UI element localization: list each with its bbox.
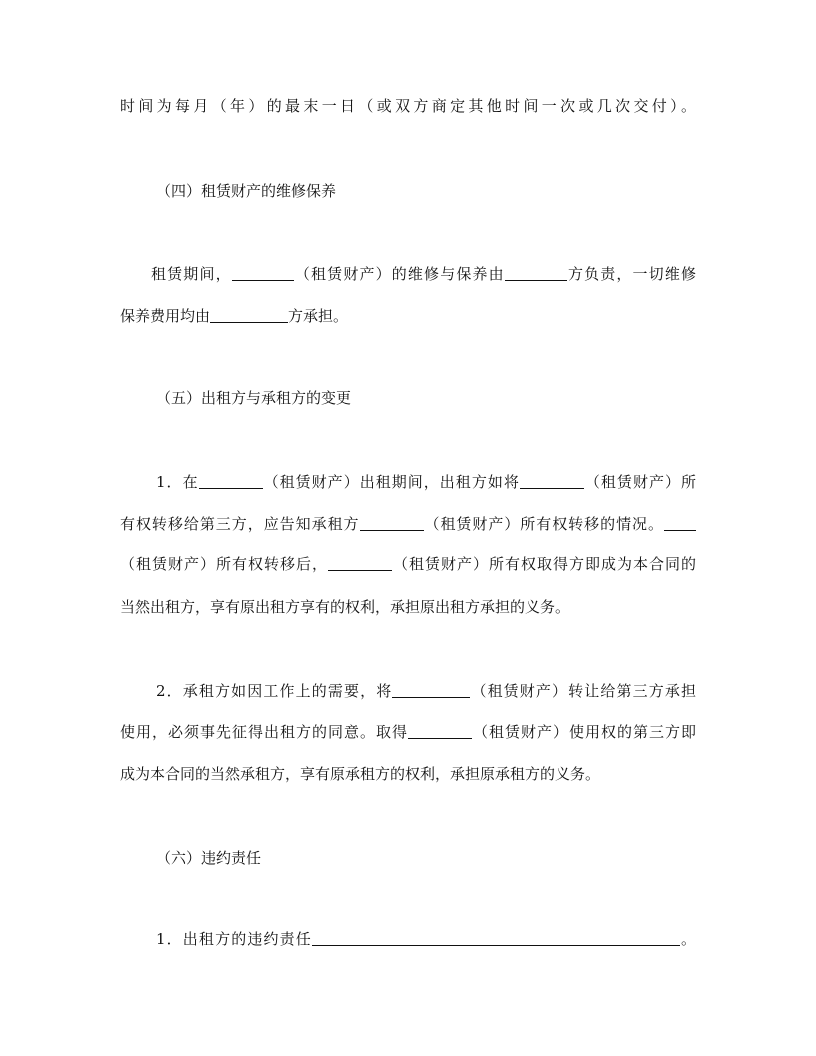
paragraph-line (120, 96, 696, 116)
text: 1．在 (156, 473, 199, 491)
heading-text: （五）出租方与承租方的变更 (156, 389, 352, 407)
paragraph-line (120, 554, 696, 574)
text: 方承担。 (288, 307, 349, 325)
paragraph-line (120, 514, 696, 534)
fill-blank[interactable] (360, 516, 424, 531)
text: （租赁财产）所有权取得方即成为本合同的 (392, 555, 696, 573)
paragraph-line (120, 597, 696, 617)
section-heading-4 (156, 181, 696, 201)
text: 使用，必须事先征得出租方的同意。取得 (120, 723, 408, 741)
text: 2．承租方如因工作上的需要，将 (156, 682, 393, 700)
section-heading-5 (156, 388, 696, 408)
text: 有权转移给第三方，应告知承租方 (120, 515, 360, 533)
fill-blank[interactable] (408, 724, 472, 739)
fill-blank[interactable] (505, 266, 567, 281)
fill-blank[interactable] (664, 516, 696, 531)
text: （租赁财产）的维修与保养由 (293, 265, 505, 283)
text: 当然出租方，享有原出租方享有的权利，承担原出租方承担的义务。 (120, 598, 571, 616)
text: 保养费用均由 (120, 307, 211, 325)
text: （租赁财产）转让给第三方承担 (470, 682, 696, 700)
text: 租赁期间， (151, 265, 232, 283)
fill-blank-tail[interactable] (456, 683, 470, 698)
text: 1．出租方的违约责任 (156, 930, 312, 948)
paragraph-line (120, 722, 696, 742)
fill-blank[interactable] (328, 556, 392, 571)
text: 成为本合同的当然承租方，享有原承租方的权利，承担原承租方的义务。 (120, 765, 601, 783)
text: 。 (679, 930, 696, 948)
text: （租赁财产）使用权的第三方即 (471, 723, 696, 741)
text: 方负责，一切维修 (566, 265, 696, 283)
fill-blank[interactable] (232, 266, 294, 281)
paragraph-line (156, 472, 696, 492)
fill-blank[interactable] (199, 474, 263, 489)
text: （租赁财产）所有权转移的情况。 (423, 515, 664, 533)
paragraph-line (120, 764, 696, 784)
paragraph-line (120, 306, 696, 326)
heading-text: （四）租赁财产的维修保养 (156, 182, 337, 200)
fill-blank-tail[interactable] (274, 308, 288, 323)
fill-blank[interactable] (392, 683, 456, 698)
paragraph-line (156, 681, 696, 701)
paragraph-line (151, 264, 696, 284)
fill-blank[interactable] (520, 474, 584, 489)
text: （租赁财产）出租期间，出租方如将 (262, 473, 520, 491)
heading-text: （六）违约责任 (156, 849, 262, 867)
fill-blank[interactable] (312, 931, 680, 946)
paragraph-line (156, 929, 696, 949)
fill-blank[interactable] (210, 308, 274, 323)
text: （租赁财产）所有权转移后， (120, 555, 328, 573)
text: 时间为每月（年）的最末一日（或双方商定其他时间一次或几次交付）。 (120, 97, 696, 115)
text: （租赁财产）所 (583, 473, 696, 491)
section-heading-6 (156, 848, 696, 868)
